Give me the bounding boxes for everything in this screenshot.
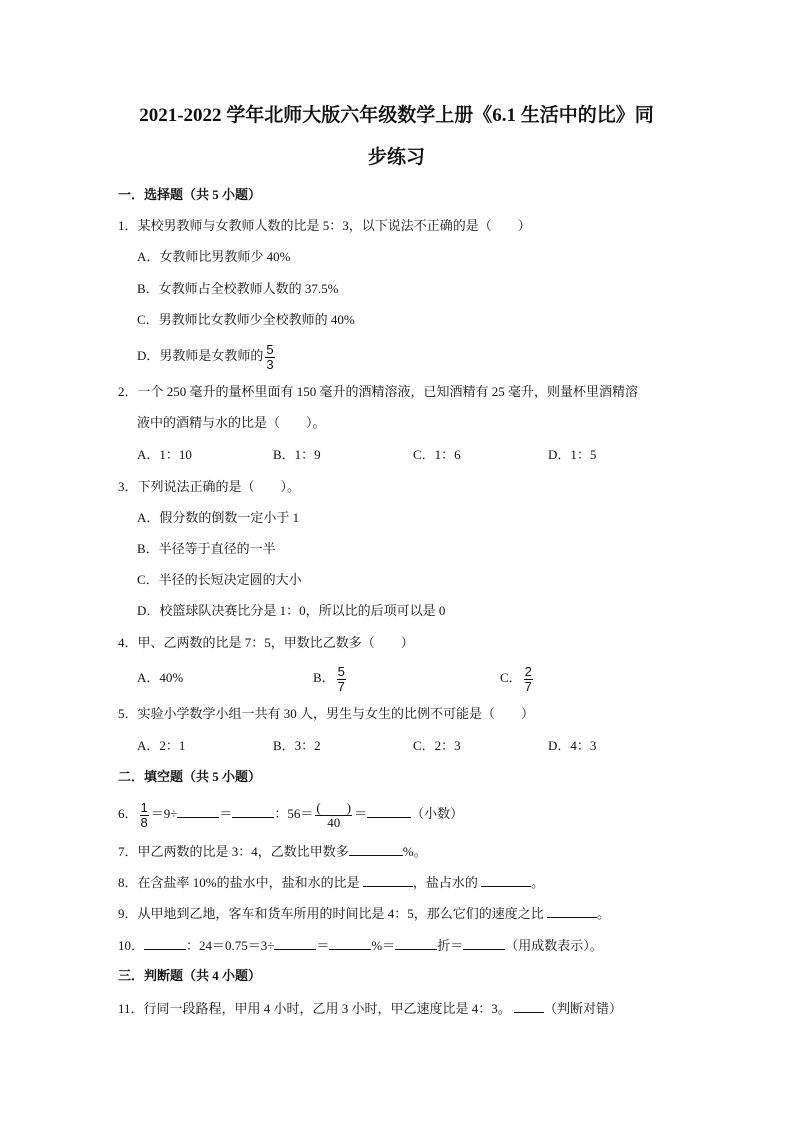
answer-blank[interactable] — [395, 937, 437, 950]
numerator: 1 — [140, 799, 148, 815]
q5-option-a: A．2：1 — [137, 738, 186, 753]
fraction — [140, 801, 149, 830]
answer-blank[interactable] — [144, 937, 186, 950]
q2-option-c: C．1：6 — [413, 447, 461, 462]
q2-option-a: A．1：10 — [137, 447, 192, 462]
q4-b-label: B． — [313, 670, 335, 685]
answer-blank[interactable] — [329, 937, 371, 950]
q5-option-b: B．3：2 — [273, 738, 321, 753]
text: %＝ — [371, 938, 396, 953]
text: ＝9÷ — [150, 806, 178, 821]
q3-option-c: C．半径的长短决定圆的大小 — [137, 572, 302, 587]
question-8 — [118, 874, 544, 891]
q2-option-b: B．1：9 — [273, 447, 321, 462]
text: ：56＝ — [274, 806, 314, 821]
answer-blank[interactable] — [463, 937, 505, 950]
text: 9．从甲地到乙地，客车和货车所用的时间比是 4：5，那么它们的速度之比 — [118, 906, 548, 921]
text: 7．甲乙两数的比是 3：4，乙数比甲数多 — [118, 844, 349, 859]
question-9 — [118, 905, 610, 922]
denominator: 7 — [337, 678, 345, 694]
question-1: 1．某校男教师与女教师人数的比是 5：3，以下说法不正确的是（ ） — [118, 218, 531, 233]
q4-option-a: A．40% — [137, 670, 184, 685]
q4-option-b — [313, 663, 348, 694]
q1-option-d — [137, 342, 277, 372]
text: ＝ — [354, 806, 368, 821]
answer-blank[interactable] — [367, 805, 411, 818]
question-6 — [118, 798, 463, 830]
q4-option-c — [500, 663, 535, 694]
text: ＝ — [316, 938, 330, 953]
fraction — [524, 665, 533, 694]
section-heading: 三．判断题（共 4 小题） — [118, 968, 262, 983]
denominator: 40 — [327, 814, 341, 830]
q-number: 6． — [118, 806, 138, 821]
answer-blank[interactable] — [274, 937, 316, 950]
fraction — [265, 343, 274, 372]
denominator: 8 — [140, 814, 148, 830]
doc-title-line2: 步练习 — [367, 147, 425, 168]
q1-option-a: A．女教师比男教师少 40% — [137, 249, 291, 264]
text: ＝ — [219, 806, 233, 821]
answer-blank[interactable] — [232, 805, 274, 818]
text: （判断对错） — [544, 1001, 623, 1016]
question-11 — [118, 1000, 622, 1017]
text: 11．行同一段路程，甲用 4 小时，乙用 3 小时，甲乙速度比是 4：3。 — [118, 1001, 515, 1016]
q1-option-c: C．男教师比女教师少全校教师的 40% — [137, 312, 355, 327]
numerator: 5 — [266, 341, 274, 357]
answer-blank[interactable] — [363, 874, 413, 887]
question-10 — [118, 937, 603, 954]
text: （小数） — [411, 806, 464, 821]
doc-title-line1: 2021-2022 学年北师大版六年级数学上册《6.1 生活中的比》同 — [139, 105, 654, 126]
fraction — [337, 665, 346, 694]
q3-option-b: B．半径等于直径的一半 — [137, 541, 276, 556]
q4-c-label: C． — [500, 670, 522, 685]
text: 。 — [597, 906, 611, 921]
text: 折＝ — [437, 938, 464, 953]
text: ，盐占水的 — [412, 875, 482, 890]
answer-blank[interactable] — [514, 1000, 544, 1013]
q5-option-c: C．2：3 — [413, 738, 461, 753]
section-heading: 二．填空题（共 5 小题） — [118, 769, 262, 784]
answer-blank[interactable] — [481, 874, 531, 887]
text: ：24＝0.75＝3÷ — [186, 938, 275, 953]
question-5: 5．实验小学数学小组一共有 30 人，男生与女生的比例不可能是（ ） — [118, 706, 535, 721]
numerator: 5 — [337, 663, 345, 679]
question-2-line1: 2．一个 250 毫升的量杯里面有 150 毫升的酒精溶液，已知酒精有 25 毫升，则量杯里酒精溶 — [118, 384, 639, 399]
q3-option-a: A．假分数的倒数一定小于 1 — [137, 510, 300, 525]
text: （用成数表示）。 — [505, 938, 603, 953]
numerator: 2 — [524, 663, 532, 679]
text: 10． — [118, 938, 145, 953]
text: %。 — [402, 844, 427, 859]
fraction — [315, 801, 352, 830]
denominator: 3 — [266, 356, 274, 372]
question-7 — [118, 843, 427, 860]
q1-option-b: B．女教师占全校教师人数的 37.5% — [137, 281, 339, 296]
section-heading: 一．选择题（共 5 小题） — [118, 187, 262, 202]
numerator: ( ) — [316, 799, 352, 815]
question-3: 3．下列说法正确的是（ ）。 — [118, 479, 301, 494]
question-2-line2: 液中的酒精与水的比是（ ）。 — [137, 415, 326, 430]
question-4: 4．甲、乙两数的比是 7：5，甲数比乙数多（ ） — [118, 635, 414, 650]
answer-blank[interactable] — [177, 805, 219, 818]
answer-blank[interactable] — [547, 905, 597, 918]
q5-option-d: D．4：3 — [548, 738, 597, 753]
q1-d-text: D．男教师是女教师的 — [137, 348, 264, 363]
text: 8．在含盐率 10%的盐水中，盐和水的比是 — [118, 875, 363, 890]
denominator: 7 — [524, 678, 532, 694]
answer-blank[interactable] — [349, 843, 403, 856]
q3-option-d: D．校篮球队决赛比分是 1：0，所以比的后项可以是 0 — [137, 603, 446, 618]
q2-option-d: D．1：5 — [548, 447, 597, 462]
text: 。 — [531, 875, 545, 890]
